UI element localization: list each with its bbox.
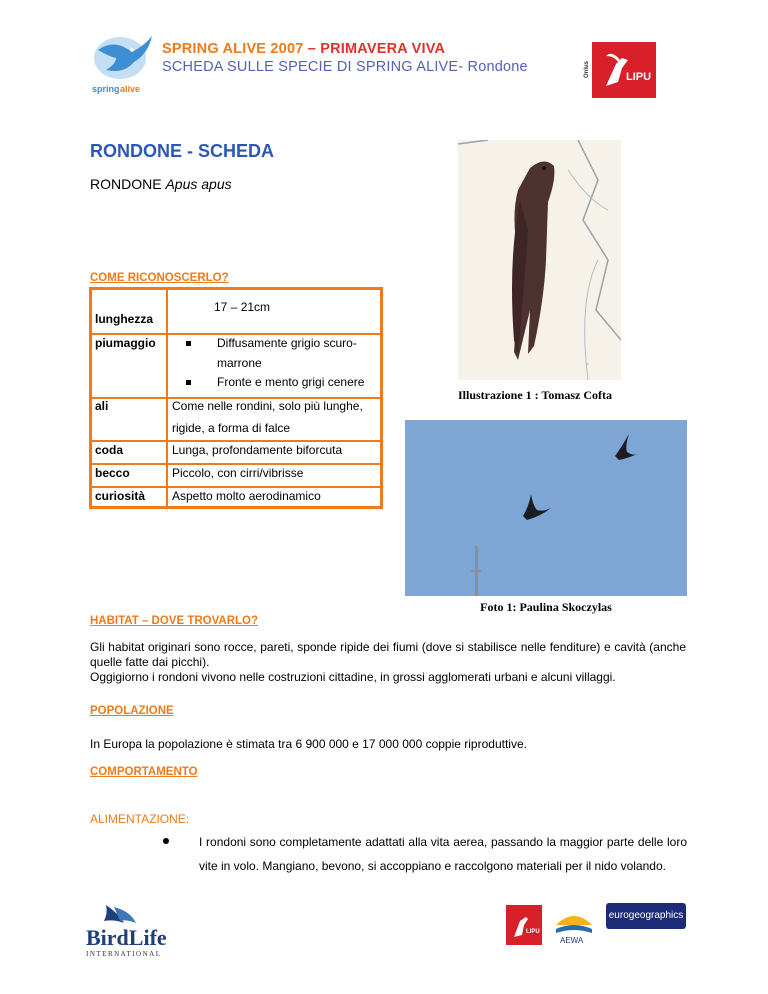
row-label-plumage: piumaggio	[95, 336, 156, 350]
header-title	[162, 41, 445, 57]
bullet	[186, 341, 191, 346]
lipu-logo-small	[500, 905, 542, 945]
svg-text:~: ~	[586, 362, 589, 368]
species-name	[90, 176, 232, 192]
row-value-plumage-1: Diffusamente grigio scuro-	[217, 336, 357, 350]
illustration-caption: Illustrazione 1 : Tomasz Cofta	[458, 388, 612, 402]
row-value-length: 17 – 21cm	[214, 300, 271, 314]
row-value-curiosity: Aspetto molto aerodinamico	[172, 489, 321, 503]
header-title-part1: SPRING ALIVE 2007	[162, 41, 304, 57]
row-label-beak: becco	[95, 466, 130, 480]
aewa-label: AEWA	[560, 936, 584, 945]
row-label-wings: ali	[95, 399, 109, 413]
aewa-logo	[552, 905, 596, 945]
svg-text:LIPU: LIPU	[526, 929, 540, 935]
population-paragraph: In Europa la popolazione è stimata tra 6 900 000 e 17 000 000 coppie riproduttive.	[90, 737, 527, 751]
subheading-feeding: ALIMENTAZIONE:	[90, 812, 190, 826]
species-common: RONDONE	[90, 176, 162, 192]
row-label-curiosity: curiosità	[95, 489, 146, 503]
section-heading-recognize: COME RICONOSCERLO?	[90, 272, 229, 284]
header-title-part2: PRIMAVERA VIVA	[320, 41, 446, 57]
row-label-tail: coda	[95, 443, 124, 457]
identification-table	[89, 287, 383, 509]
logo-word-alive: alive	[120, 84, 141, 94]
onlus-label: Onlus	[584, 60, 590, 78]
section-heading-behaviour: COMPORTAMENTO	[90, 766, 198, 778]
section-heading-population: POPOLAZIONE	[90, 705, 174, 717]
habitat-paragraph-1: Gli habitat originari sono rocce, pareti, sponde ripide dei fiumi (dove si stabilisce nelle fenditure) e cavità (anche quelle fatte dai picchi).	[90, 640, 686, 669]
swift-illustration	[458, 140, 621, 380]
row-value-plumage-2: Fronte e mento grigi cenere	[217, 375, 365, 389]
header-subtitle: SCHEDA SULLE SPECIE DI SPRING ALIVE- Rondone	[162, 59, 528, 75]
header-title-dash: –	[307, 41, 316, 57]
eurogeographics-logo: eurogeographics	[606, 903, 686, 929]
row-value-tail: Lunga, profondamente biforcuta	[172, 443, 343, 457]
birdlife-international: INTERNATIONAL	[86, 950, 162, 958]
lipu-label: LIPU	[626, 71, 652, 83]
birdlife-word: BirdLife	[86, 925, 167, 950]
document-title: RONDONE - SCHEDA	[90, 141, 275, 161]
spring-alive-logo	[86, 30, 158, 100]
logo-word-spring: spring	[92, 84, 120, 94]
photo-caption: Foto 1: Paulina Skoczylas	[480, 600, 612, 614]
row-label-length: lunghezza	[95, 312, 154, 326]
bullet	[186, 380, 191, 385]
species-latin: Apus apus	[165, 176, 232, 192]
row-value-wings-1: Come nelle rondini, solo più lunghe,	[172, 399, 363, 413]
feeding-paragraph: I rondoni sono completamente adattati alla vita aerea, passando la maggior parte delle loro vite in volo. Mangiano, bevono, si accoppiano e raccolgono materiali per il nido volando.	[199, 835, 687, 873]
habitat-paragraph-2: Oggigiorno i rondoni vivono nelle costruzioni cittadine, in grossi agglomerati urbani e alcuni villaggi.	[90, 670, 616, 684]
row-value-wings-2: rigide, a forma di falce	[172, 421, 291, 435]
section-heading-habitat: HABITAT – DOVE TROVARLO?	[90, 615, 259, 627]
bullet	[163, 838, 169, 844]
row-value-beak: Piccolo, con cirri/vibrisse	[172, 466, 304, 480]
lipu-logo	[582, 42, 656, 98]
swifts-photo	[405, 420, 687, 596]
birdlife-logo	[84, 903, 188, 958]
row-value-plumage-1-cont: marrone	[217, 356, 262, 370]
